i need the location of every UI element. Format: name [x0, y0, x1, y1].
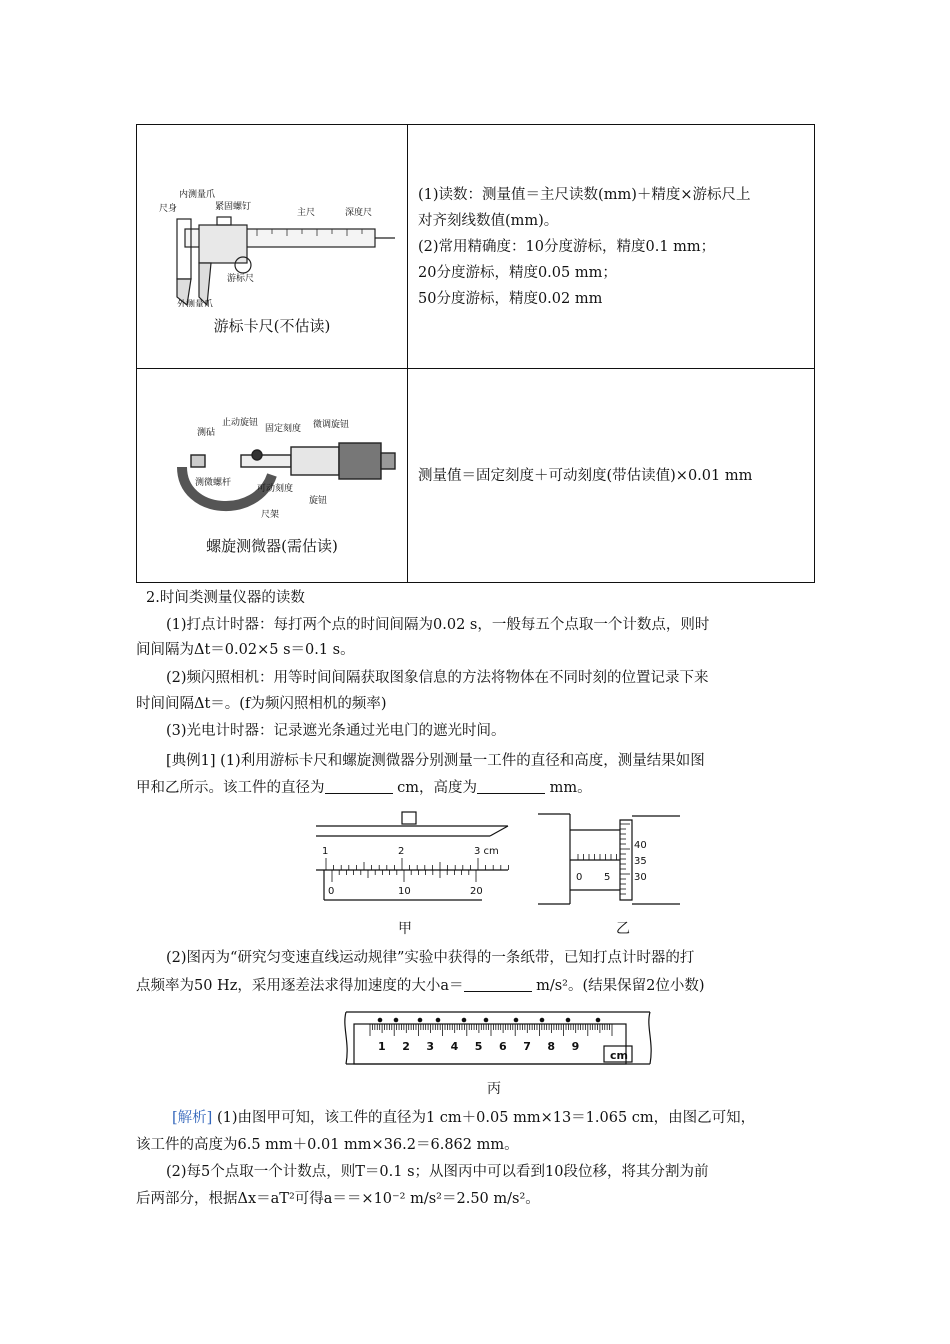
figure-jia: [312, 808, 512, 908]
caliper-cell: [137, 125, 408, 369]
analysis-line-4: 后两部分，根据Δx＝aT²可得a＝＝×10⁻² m/s²＝2.50 m/s²。: [136, 1191, 540, 1207]
micrometer-description: [408, 369, 815, 583]
caliper-line-2: 对齐刻线数值(mm)。: [418, 212, 559, 229]
instrument-table: [136, 124, 815, 583]
bing-dot: [566, 1018, 571, 1023]
caliper-label-inner-jaw: 内测量爪: [179, 190, 216, 200]
analysis-tag: [解析]: [172, 1110, 213, 1126]
fig-jia-caption: 甲: [398, 921, 412, 937]
caliper-label-outer-jaw: 外测量爪: [177, 300, 214, 307]
jia-vernier-label-0: 0: [328, 886, 335, 897]
analysis-text-1: (1)由图甲可知，该工件的直径为1 cm＋0.05 mm×13＝1.065 cm，由图乙可知，: [216, 1110, 756, 1126]
fig-yi-caption: 乙: [616, 921, 630, 937]
bing-tick-label: 8: [547, 1040, 556, 1053]
example-line-2: [136, 776, 592, 797]
micrometer-line: 测量值＝固定刻度＋可动刻度(带估读值)×0.01 mm: [418, 467, 753, 484]
section-heading: 2.时间类测量仪器的读数: [146, 590, 305, 606]
para-1a: (1)打点计时器：每打两个点的时间间隔为0.02 s，一般每五个点取一个计数点，则时: [166, 617, 710, 633]
micrometer-figure: [137, 395, 407, 525]
bing-tick-label: 5: [474, 1040, 483, 1053]
bing-dot: [436, 1018, 441, 1023]
para-1b: 间间隔为Δt＝0.02×5 s＝0.1 s。: [136, 642, 355, 658]
diameter-blank: [325, 779, 393, 794]
bing-tick-label: 6: [499, 1040, 507, 1053]
caliper-line-3: (2)常用精确度：10分度游标，精度0.1 mm；: [418, 238, 716, 255]
bing-dot: [394, 1018, 399, 1023]
figure-bing: [340, 1002, 660, 1072]
height-blank: [477, 779, 545, 794]
micrometer-label-anvil: 测砧: [197, 428, 216, 438]
micrometer-label-movable-scale: 可动刻度: [257, 484, 294, 494]
micrometer-label-spindle: 测微螺杆: [195, 478, 232, 488]
micrometer-cell: [137, 369, 408, 583]
bing-dot: [484, 1018, 489, 1023]
analysis-line-3: (2)每5个点取一个计数点，则T＝0.1 s；从图丙中可以看到10段位移，将其分割为前: [166, 1164, 709, 1180]
bing-dot: [418, 1018, 423, 1023]
fig-bing-caption: 丙: [487, 1081, 501, 1097]
caliper-line-1: (1)读数：测量值＝主尺读数(mm)＋精度×游标尺上: [418, 186, 751, 203]
figure-yi: [534, 808, 684, 908]
example-2-text-b: m/s²。(结果保留2位小数): [536, 978, 705, 994]
example-2-line-2: [136, 974, 705, 995]
bing-tick-label: 2: [402, 1040, 410, 1053]
analysis-line-2: 该工件的高度为6.5 mm＋0.01 mm×36.2＝6.862 mm。: [136, 1137, 519, 1153]
caliper-line-5: 50分度游标，精度0.02 mm: [418, 290, 603, 307]
micrometer-diagram: [137, 395, 407, 525]
bing-tick-label: 1: [378, 1040, 386, 1053]
example-text-1: (1)利用游标卡尺和螺旋测微器分别测量一工件的直径和高度，测量结果如图: [220, 753, 705, 769]
para-2a: (2)频闪照相机：用等时间间隔获取图象信息的方法将物体在不同时刻的位置记录下来: [166, 670, 709, 686]
para-2b: 时间间隔Δt＝。(f为频闪照相机的频率): [136, 696, 387, 712]
micrometer-label-frame: 尺架: [261, 510, 280, 520]
jia-vernier-label-10: 10: [398, 886, 411, 897]
bing-tick-label: 9: [571, 1040, 580, 1053]
caliper-figure: [137, 157, 407, 307]
bing-dot: [514, 1018, 519, 1023]
bing-tick-label: cm: [610, 1049, 628, 1062]
bing-dot: [462, 1018, 467, 1023]
example-line-1: [166, 749, 705, 770]
caliper-label-main-scale: 主尺: [297, 208, 316, 218]
bing-tick-label: 3: [426, 1040, 435, 1053]
caliper-line-4: 20分度游标，精度0.05 mm；: [418, 264, 617, 281]
caliper-diagram: [137, 157, 407, 307]
yi-thimble-label-35: 35: [634, 856, 647, 867]
acceleration-blank: [464, 977, 532, 992]
yi-thimble-label-40: 40: [634, 840, 647, 851]
micrometer-caption: 螺旋测微器(需估读): [206, 537, 338, 555]
example-2-text-a: 点频率为50 Hz，采用逐差法求得加速度的大小a＝: [136, 978, 464, 994]
example-text-2a: 甲和乙所示。该工件的直径为: [136, 780, 325, 796]
jia-main-label-3: 3 cm: [474, 846, 499, 857]
example-2-line-1: (2)图丙为“研究匀变速直线运动规律”实验中获得的一条纸带，已知打点计时器的打: [166, 950, 695, 966]
example-text-2b: cm，高度为: [397, 780, 477, 796]
yi-thimble-label-30: 30: [634, 872, 647, 883]
yi-fixed-label-5: 5: [604, 872, 611, 883]
example-tag: [典例1]: [166, 753, 216, 769]
micrometer-label-stop-knob: 止动旋钮: [222, 418, 259, 428]
bing-dot: [378, 1018, 383, 1023]
caliper-description: [408, 125, 815, 369]
jia-main-label-1: 1: [322, 846, 329, 857]
micrometer-label-fixed-scale: 固定刻度: [265, 424, 302, 434]
bing-tick-label: 4: [450, 1040, 459, 1053]
bing-tick-label: 7: [523, 1040, 531, 1053]
caliper-caption: 游标卡尺(不估读): [213, 317, 331, 335]
caliper-label-body: 尺身: [159, 204, 178, 214]
analysis-line-1: [172, 1106, 755, 1127]
yi-fixed-label-0: 0: [576, 872, 583, 883]
jia-vernier-label-20: 20: [470, 886, 483, 897]
caliper-label-screw: 紧固螺钉: [215, 202, 252, 212]
para-3: (3)光电计时器：记录遮光条通过光电门的遮光时间。: [166, 723, 506, 739]
caliper-label-vernier: 游标尺: [227, 274, 255, 284]
example-text-2c: mm。: [549, 780, 592, 796]
caliper-label-depth: 深度尺: [345, 208, 373, 218]
jia-main-label-2: 2: [398, 846, 405, 857]
micrometer-label-knob: 旋钮: [309, 496, 328, 506]
bing-dot: [540, 1018, 545, 1023]
micrometer-label-fine-knob: 微调旋钮: [313, 420, 350, 430]
bing-dot: [596, 1018, 601, 1023]
